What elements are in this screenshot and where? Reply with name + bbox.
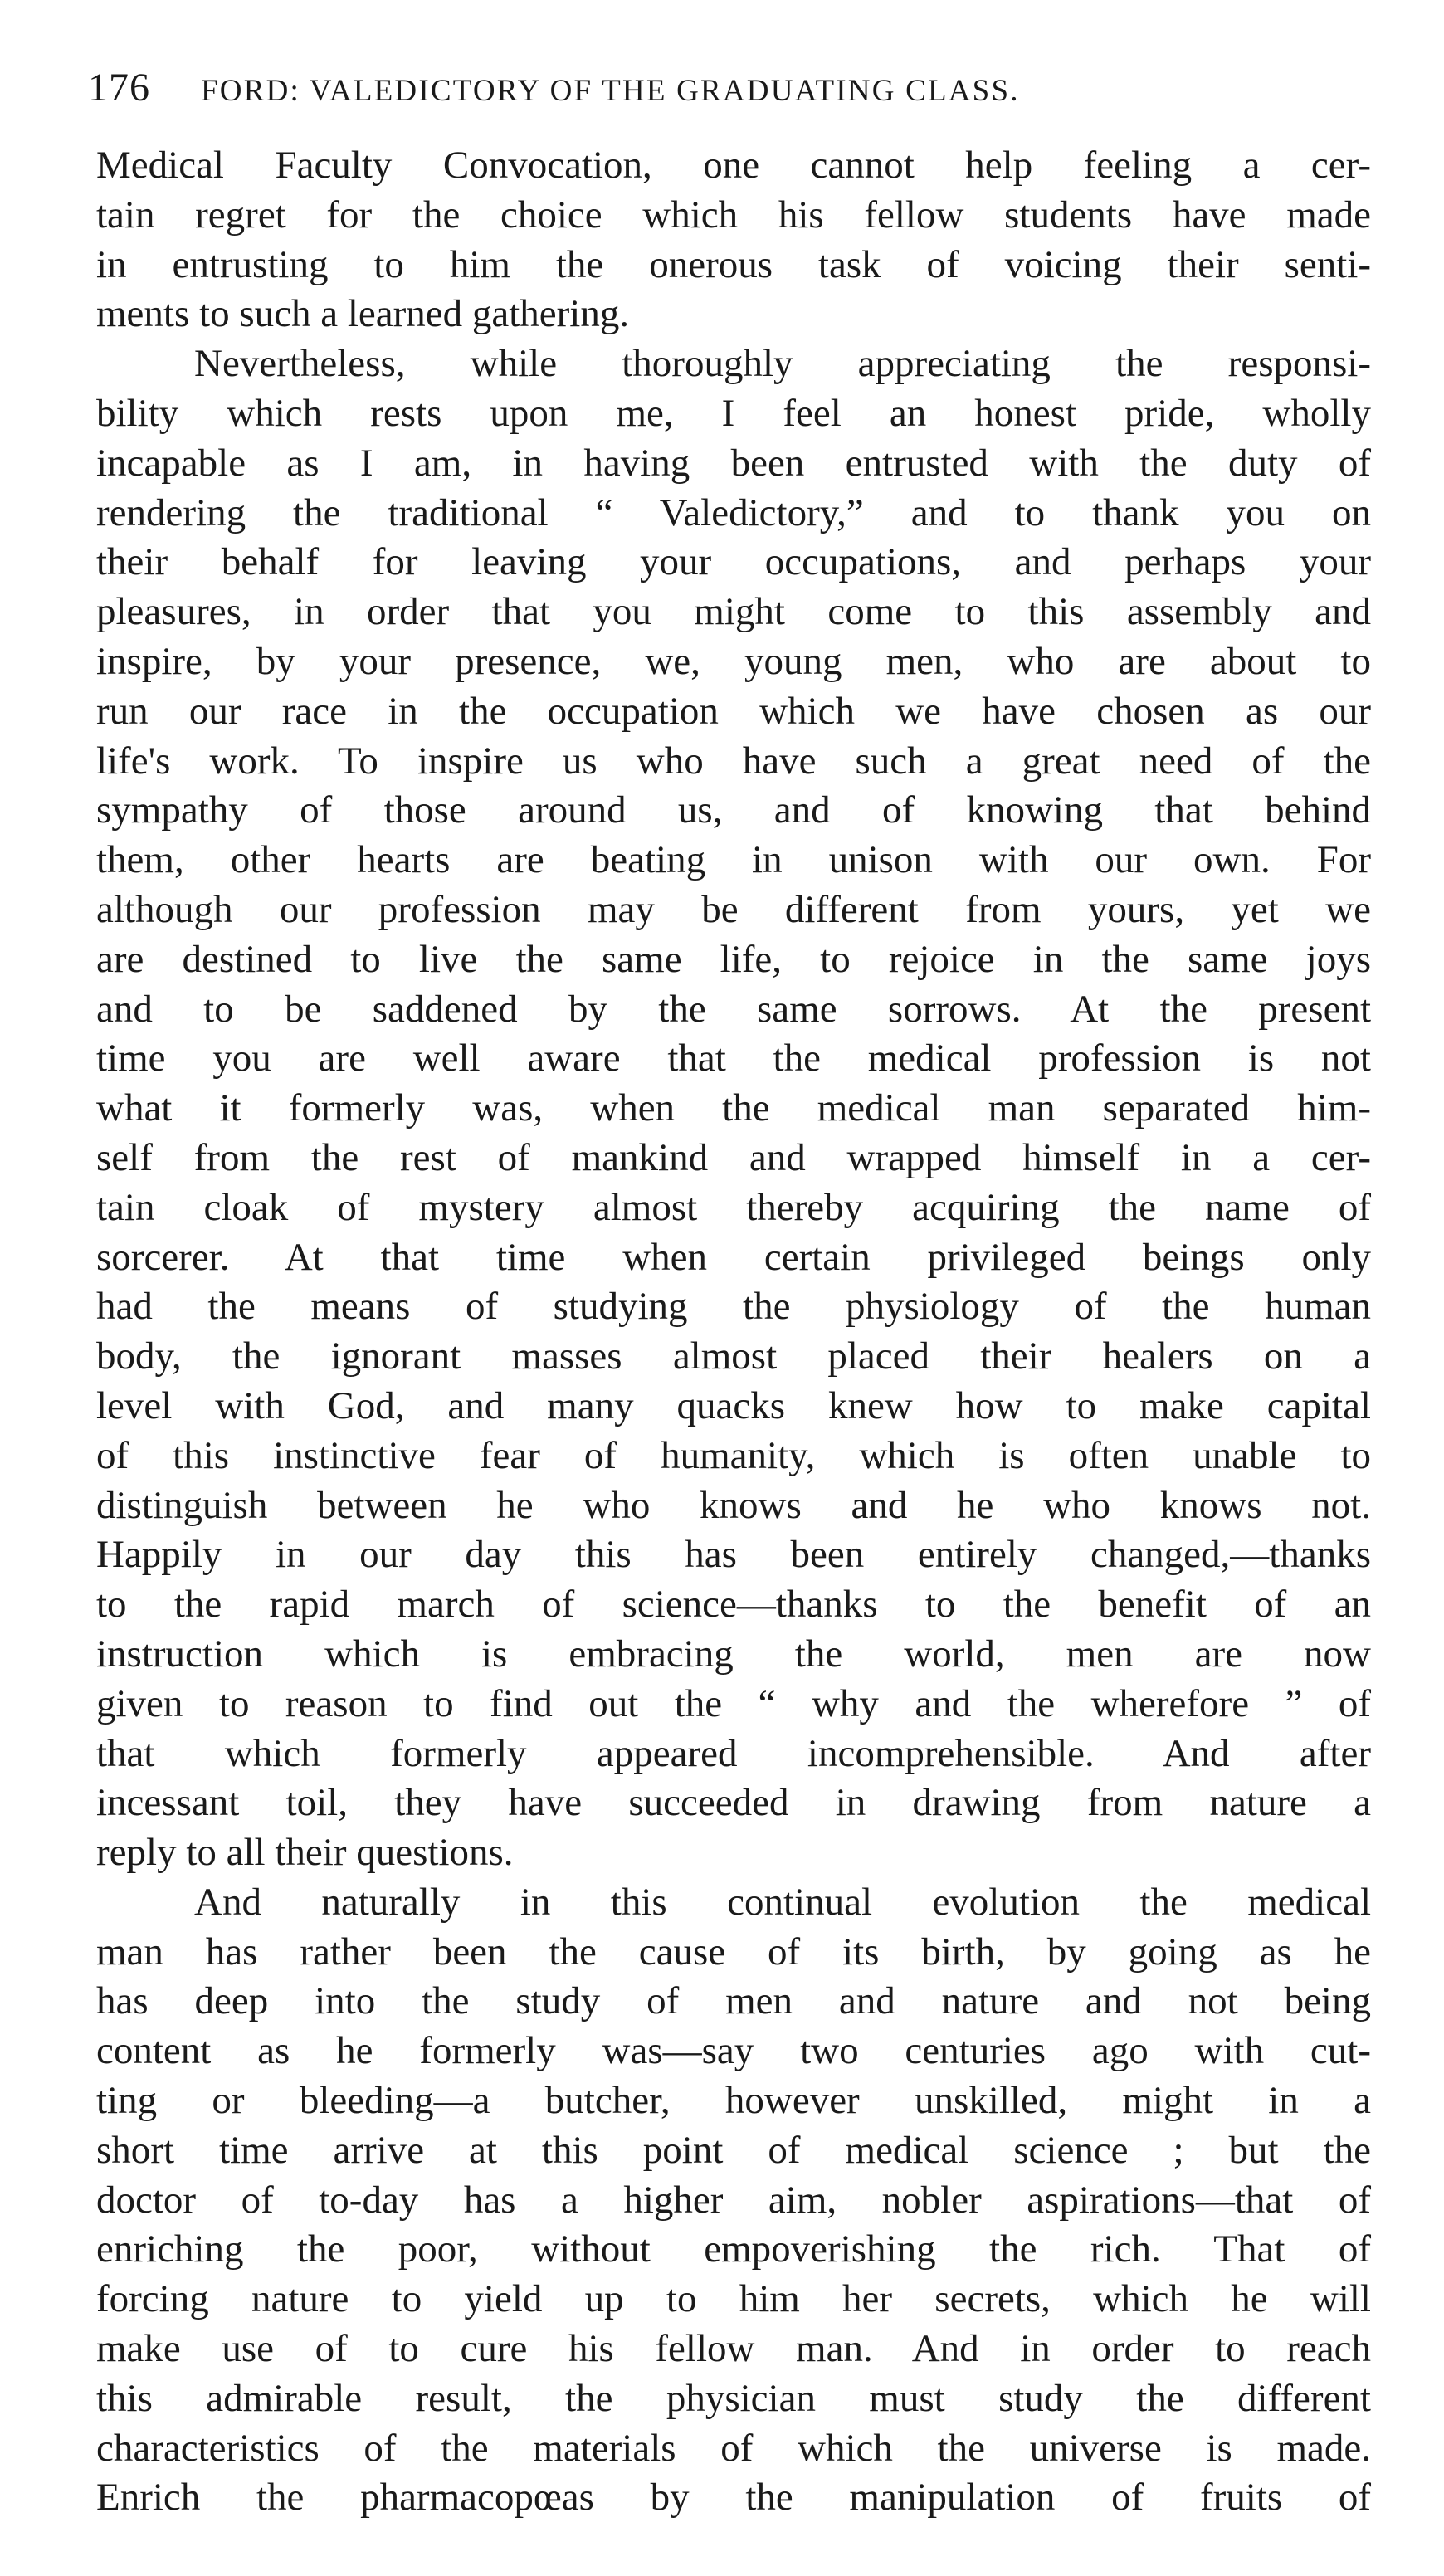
text-line: doctor of to-day has a higher aim, nobler aspirations—that of (96, 2178, 1371, 2222)
text-line: inspire, by your presence, we, young men, who are about to (96, 639, 1371, 683)
text-line: distinguish between he who knows and he who knows not. (96, 1483, 1371, 1527)
text-line: sorcerer. At that time when certain privileged beings only (96, 1235, 1371, 1279)
text-line: short time arrive at this point of medical science ; but the (96, 2128, 1371, 2172)
text-line: given to reason to find out the “ why and the wherefore ” of (96, 1681, 1371, 1725)
text-line: instruction which is embracing the world, men are now (96, 1632, 1371, 1676)
text-line: reply to all their questions. (96, 1831, 514, 1875)
text-line: enriching the poor, without empoverishing the rich. That of (96, 2227, 1371, 2271)
text-line: tain cloak of mystery almost thereby acquiring the name of (96, 1185, 1371, 1229)
text-line: their behalf for leaving your occupations, and perhaps your (96, 540, 1371, 584)
text-line: although our profession may be different from yours, yet we (96, 887, 1371, 931)
text-line: Enrich the pharmacopœas by the manipulation of fruits of (96, 2476, 1371, 2520)
text-line: and to be saddened by the same sorrows. At the present (96, 987, 1371, 1031)
text-line: life's work. To inspire us who have such a great need of the (96, 739, 1371, 783)
text-line: of this instinctive fear of humanity, which is often unable to (96, 1433, 1371, 1477)
text-line: level with God, and many quacks knew how to make capital (96, 1383, 1371, 1427)
text-line: had the means of studying the physiology of the human (96, 1285, 1371, 1329)
paragraph (96, 1878, 1371, 2523)
text-line: that which formerly appeared incomprehensible. And after (96, 1731, 1371, 1775)
text-line: in entrusting to him the onerous task of voicing their senti- (96, 242, 1371, 286)
text-line: them, other hearts are beating in unison with our own. For (96, 838, 1371, 882)
body-text (96, 141, 1371, 2523)
text-line: rendering the traditional “ Valedictory,” and to thank you on (96, 490, 1371, 534)
text-line: time you are well aware that the medical profession is not (96, 1037, 1371, 1081)
text-line: sympathy of those around us, and of knowing that behind (96, 788, 1371, 832)
text-line: Happily in our day this has been entirely changed,—thanks (96, 1533, 1371, 1577)
text-line: Medical Faculty Convocation, one cannot help feeling a cer- (96, 144, 1371, 187)
text-line: this admirable result, the physician must study the different (96, 2376, 1371, 2420)
paragraph (96, 339, 1371, 1878)
text-line: pleasures, in order that you might come to this assembly and (96, 590, 1371, 634)
text-line: And naturally in this continual evolution the medical (194, 1880, 1371, 1924)
text-line: tain regret for the choice which his fellow students have made (96, 193, 1371, 237)
text-line: forcing nature to yield up to him her secrets, which he will (96, 2277, 1371, 2321)
text-line: man has rather been the cause of its birth, by going as he (96, 1930, 1371, 1973)
running-head (88, 65, 1383, 115)
text-line: are destined to live the same life, to rejoice in the same joys (96, 937, 1371, 981)
text-line: incapable as I am, in having been entrusted with the duty of (96, 441, 1371, 485)
text-line: incessant toil, they have succeeded in drawing from nature a (96, 1781, 1371, 1825)
text-line: ting or bleeding—a butcher, however unskilled, might in a (96, 2079, 1371, 2123)
text-line: characteristics of the materials of which the universe is made. (96, 2426, 1371, 2470)
page-number: 176 (88, 66, 150, 110)
text-line: ments to such a learned gathering. (96, 292, 630, 336)
text-line: content as he formerly was—say two centuries ago with cut- (96, 2029, 1371, 2073)
text-line: has deep into the study of men and nature and not being (96, 1979, 1371, 2023)
text-line: to the rapid march of science—thanks to the benefit of an (96, 1583, 1371, 1627)
text-line: what it formerly was, when the medical man separated him- (96, 1086, 1371, 1130)
text-line: make use of to cure his fellow man. And in order to reach (96, 2327, 1371, 2371)
text-line: body, the ignorant masses almost placed their healers on a (96, 1334, 1371, 1378)
text-line: Nevertheless, while thoroughly appreciating the responsi- (194, 342, 1371, 386)
text-line: run our race in the occupation which we have chosen as our (96, 689, 1371, 733)
text-line: self from the rest of mankind and wrapped himself in a cer- (96, 1135, 1371, 1179)
text-line: bility which rests upon me, I feel an honest pride, wholly (96, 391, 1371, 435)
running-head-title: FORD: VALEDICTORY OF THE GRADUATING CLASS. (201, 74, 1020, 108)
paragraph (96, 141, 1371, 339)
